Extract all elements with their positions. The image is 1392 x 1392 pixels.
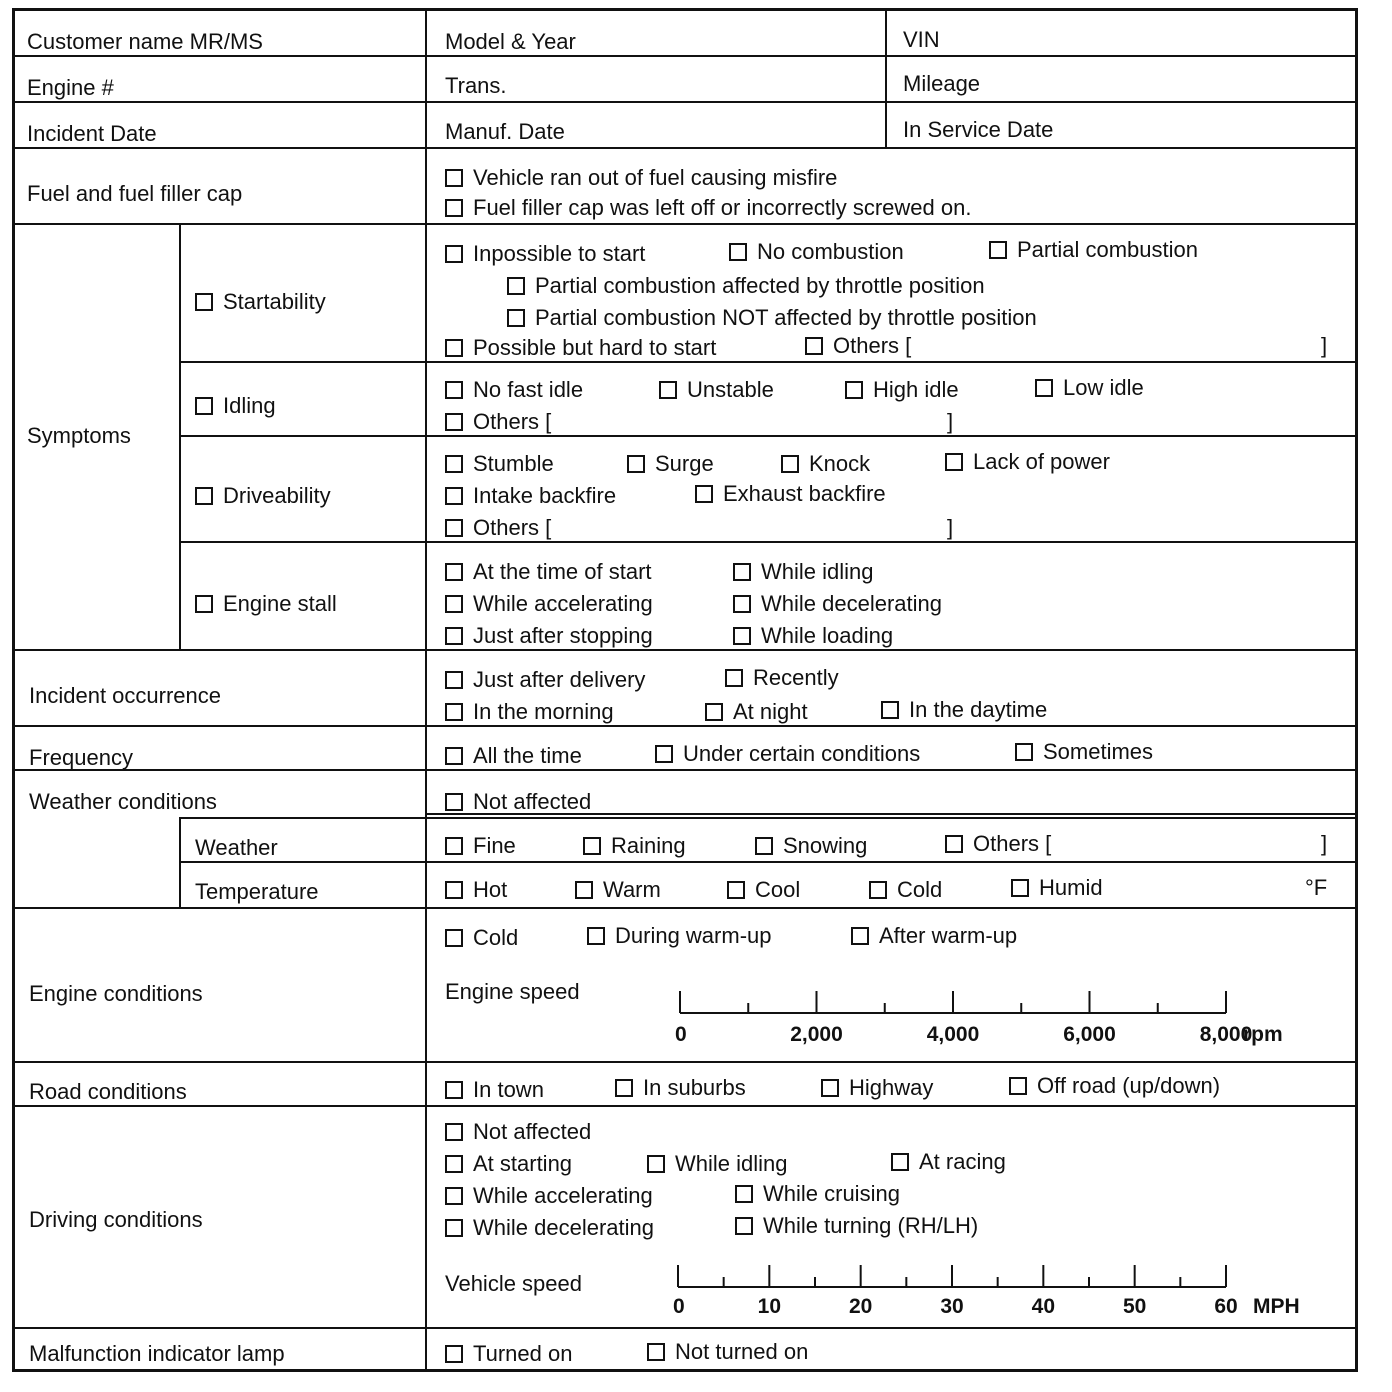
drive-stumble[interactable]: Stumble xyxy=(445,451,554,477)
weather-raining[interactable]: Raining xyxy=(583,833,686,859)
checkbox[interactable] xyxy=(821,1079,839,1097)
startability-checkbox[interactable]: Startability xyxy=(195,289,326,315)
checkbox[interactable] xyxy=(195,487,213,505)
scale-tick-label: 4,000 xyxy=(926,1023,980,1046)
row-divider xyxy=(15,223,1355,225)
checkbox[interactable] xyxy=(575,881,593,899)
row-divider xyxy=(15,55,1355,57)
occ-after-delivery[interactable]: Just after delivery xyxy=(445,667,645,693)
in-service-date-label: In Service Date xyxy=(903,117,1054,142)
start-others[interactable]: Others [ xyxy=(805,333,911,359)
vehicle-speed-scale[interactable] xyxy=(677,1263,1229,1293)
start-others-close-bracket: ] xyxy=(1321,333,1328,358)
sub-row-divider xyxy=(181,541,1355,543)
row-divider xyxy=(15,725,1355,727)
drv-while-turning[interactable]: While turning (RH/LH) xyxy=(735,1213,978,1239)
scale-tick-label: 6,000 xyxy=(1063,1023,1116,1046)
scale-tick-label: 30 xyxy=(940,1295,964,1318)
checkbox[interactable] xyxy=(655,745,673,763)
temp-hot[interactable]: Hot xyxy=(445,877,507,903)
checkbox[interactable] xyxy=(1035,379,1053,397)
checkbox[interactable] xyxy=(735,1217,753,1235)
mil-not-turned-on[interactable]: Not turned on xyxy=(647,1339,808,1365)
model-year-label: Model & Year xyxy=(445,29,576,54)
checkbox[interactable] xyxy=(805,337,823,355)
row-divider xyxy=(15,1327,1355,1329)
stall-while-idling[interactable]: While idling xyxy=(733,559,874,585)
checkbox[interactable] xyxy=(647,1155,665,1173)
checkbox[interactable] xyxy=(583,837,601,855)
checkbox[interactable] xyxy=(725,669,743,687)
checkbox[interactable] xyxy=(587,927,605,945)
row-divider xyxy=(15,907,1355,909)
customer-name-label: Customer name MR/MS xyxy=(27,29,263,54)
road-off-road[interactable]: Off road (up/down) xyxy=(1009,1073,1220,1099)
stall-while-decelerating[interactable]: While decelerating xyxy=(733,591,942,617)
checkbox[interactable] xyxy=(445,455,463,473)
checkbox[interactable] xyxy=(195,397,213,415)
weather-not-affected[interactable]: Not affected xyxy=(445,789,591,815)
checkbox[interactable] xyxy=(445,339,463,357)
checkbox[interactable] xyxy=(445,199,463,217)
checkbox[interactable] xyxy=(647,1343,665,1361)
row-divider xyxy=(15,769,1355,771)
checkbox[interactable] xyxy=(735,1185,753,1203)
fuel-label: Fuel and fuel filler cap xyxy=(27,181,243,206)
checkbox[interactable] xyxy=(733,627,751,645)
weather-others-close-bracket: ] xyxy=(1321,831,1328,856)
start-partial-throttle[interactable]: Partial combustion affected by throttle position xyxy=(507,273,985,299)
checkbox[interactable] xyxy=(945,835,963,853)
scale-tick-label: 40 xyxy=(1031,1295,1055,1318)
vehicle-speed-label: Vehicle speed xyxy=(445,1271,582,1296)
driving-conditions-label: Driving conditions xyxy=(29,1207,203,1232)
stall-while-accelerating[interactable]: While accelerating xyxy=(445,591,653,617)
column-divider xyxy=(885,11,887,147)
temp-cold[interactable]: Cold xyxy=(869,877,942,903)
checkbox[interactable] xyxy=(733,595,751,613)
checkbox[interactable] xyxy=(195,293,213,311)
temp-warm[interactable]: Warm xyxy=(575,877,661,903)
idle-others-close-bracket: ] xyxy=(947,409,954,434)
drive-intake-backfire[interactable]: Intake backfire xyxy=(445,483,616,509)
column-divider xyxy=(425,11,427,1369)
scale-tick-label: 10 xyxy=(757,1295,781,1318)
checkbox[interactable] xyxy=(695,485,713,503)
weather-snowing[interactable]: Snowing xyxy=(755,833,867,859)
checkbox[interactable] xyxy=(445,671,463,689)
stall-after-stopping[interactable]: Just after stopping xyxy=(445,623,653,649)
drv-at-racing[interactable]: At racing xyxy=(891,1149,1006,1175)
drv-while-accelerating[interactable]: While accelerating xyxy=(445,1183,653,1209)
checkbox[interactable] xyxy=(727,881,745,899)
fuel-option-ran-out[interactable]: Vehicle ran out of fuel causing misfire xyxy=(445,165,837,191)
checkbox[interactable] xyxy=(989,241,1007,259)
weather-label: Weather xyxy=(195,835,278,860)
checkbox[interactable] xyxy=(445,1081,463,1099)
start-hard[interactable]: Possible but hard to start xyxy=(445,335,716,361)
idle-unstable[interactable]: Unstable xyxy=(659,377,774,403)
checkbox[interactable] xyxy=(445,595,463,613)
checkbox[interactable] xyxy=(1009,1077,1027,1095)
start-partial-combustion[interactable]: Partial combustion xyxy=(989,237,1198,263)
temperature-label: Temperature xyxy=(195,879,319,904)
driveability-checkbox[interactable]: Driveability xyxy=(195,483,331,509)
row-divider xyxy=(15,101,1355,103)
trans-label: Trans. xyxy=(445,73,507,98)
engine-number-label: Engine # xyxy=(27,75,114,100)
sub-row-divider xyxy=(181,361,1355,363)
row-divider xyxy=(15,147,1355,149)
sub-row-divider xyxy=(181,861,1355,863)
drv-while-idling[interactable]: While idling xyxy=(647,1151,788,1177)
symptoms-label: Symptoms xyxy=(27,423,131,448)
engine-stall-checkbox[interactable]: Engine stall xyxy=(195,591,337,617)
checkbox[interactable] xyxy=(507,277,525,295)
freq-all-time[interactable]: All the time xyxy=(445,743,582,769)
manuf-date-label: Manuf. Date xyxy=(445,119,565,144)
drive-others[interactable]: Others [ xyxy=(445,515,551,541)
occ-recently[interactable]: Recently xyxy=(725,665,839,691)
checkbox[interactable] xyxy=(445,563,463,581)
checkbox[interactable] xyxy=(445,929,463,947)
checkbox[interactable] xyxy=(733,563,751,581)
row-divider xyxy=(15,1105,1355,1107)
engine-during-warmup[interactable]: During warm-up xyxy=(587,923,772,949)
checkbox[interactable] xyxy=(445,381,463,399)
idle-no-fast[interactable]: No fast idle xyxy=(445,377,583,403)
idle-low[interactable]: Low idle xyxy=(1035,375,1144,401)
idle-high[interactable]: High idle xyxy=(845,377,959,403)
scale-tick-label: 50 xyxy=(1122,1295,1147,1318)
incident-date-label: Incident Date xyxy=(27,121,157,146)
sub-row-divider xyxy=(181,435,1355,437)
checkbox[interactable] xyxy=(445,413,463,431)
drive-surge[interactable]: Surge xyxy=(627,451,714,477)
occ-morning[interactable]: In the morning xyxy=(445,699,614,725)
checkbox[interactable] xyxy=(881,701,899,719)
checkbox[interactable] xyxy=(445,1345,463,1363)
engine-speed-label: Engine speed xyxy=(445,979,580,1004)
sub-row-divider xyxy=(181,817,1355,819)
checkbox[interactable] xyxy=(729,243,747,261)
engine-cold[interactable]: Cold xyxy=(445,925,518,951)
mileage-label: Mileage xyxy=(903,71,981,96)
mil-turned-on[interactable]: Turned on xyxy=(445,1341,572,1367)
scale-tick-label: 2,000 xyxy=(790,1023,843,1046)
occ-daytime[interactable]: In the daytime xyxy=(881,697,1047,723)
start-partial-not-throttle[interactable]: Partial combustion NOT affected by throttle position xyxy=(507,305,1037,331)
vin-label: VIN xyxy=(903,27,940,52)
checkbox[interactable] xyxy=(615,1079,633,1097)
occ-night[interactable]: At night xyxy=(705,699,808,725)
scale-tick-label: 20 xyxy=(848,1295,873,1318)
scale-tick-label: 8,000 xyxy=(1199,1023,1253,1046)
incident-occurrence-label: Incident occurrence xyxy=(29,683,221,708)
drv-not-affected[interactable]: Not affected xyxy=(445,1119,591,1145)
start-no-combustion[interactable]: No combustion xyxy=(729,239,904,265)
checkbox[interactable] xyxy=(1015,743,1033,761)
checkbox[interactable] xyxy=(845,381,863,399)
checkbox[interactable] xyxy=(195,595,213,613)
stall-while-loading[interactable]: While loading xyxy=(733,623,893,649)
checkbox[interactable] xyxy=(781,455,799,473)
checkbox[interactable] xyxy=(1011,879,1029,897)
checkbox[interactable] xyxy=(869,881,887,899)
road-in-town[interactable]: In town xyxy=(445,1077,544,1103)
engine-speed-unit: rpm xyxy=(1243,1023,1283,1046)
checkbox[interactable] xyxy=(445,703,463,721)
checkbox[interactable] xyxy=(705,703,723,721)
checkbox[interactable] xyxy=(445,627,463,645)
engine-speed-scale[interactable] xyxy=(679,989,1229,1019)
checkbox[interactable] xyxy=(659,381,677,399)
column-divider xyxy=(179,223,181,649)
checkbox[interactable] xyxy=(445,519,463,537)
weather-others[interactable]: Others [ xyxy=(945,831,1051,857)
inspection-form xyxy=(12,8,1358,1372)
checkbox[interactable] xyxy=(445,169,463,187)
drive-lack-of-power[interactable]: Lack of power xyxy=(945,449,1110,475)
drive-exhaust-backfire[interactable]: Exhaust backfire xyxy=(695,481,886,507)
drv-at-starting[interactable]: At starting xyxy=(445,1151,572,1177)
frequency-label: Frequency xyxy=(29,745,133,770)
freq-certain-conditions[interactable]: Under certain conditions xyxy=(655,741,920,767)
checkbox[interactable] xyxy=(507,309,525,327)
engine-conditions-label: Engine conditions xyxy=(29,981,203,1006)
engine-after-warmup[interactable]: After warm-up xyxy=(851,923,1017,949)
scale-tick-label: 0 xyxy=(673,1295,685,1318)
weather-fine[interactable]: Fine xyxy=(445,833,516,859)
checkbox[interactable] xyxy=(445,245,463,263)
freq-sometimes[interactable]: Sometimes xyxy=(1015,739,1153,765)
idle-others[interactable]: Others [ xyxy=(445,409,551,435)
drive-knock[interactable]: Knock xyxy=(781,451,870,477)
checkbox[interactable] xyxy=(445,1155,463,1173)
temp-unit: °F xyxy=(1305,875,1328,900)
checkbox[interactable] xyxy=(445,793,463,811)
drive-others-close-bracket: ] xyxy=(947,515,954,540)
checkbox[interactable] xyxy=(445,837,463,855)
fuel-option-cap[interactable]: Fuel filler cap was left off or incorrectly screwed on. xyxy=(445,195,971,221)
checkbox[interactable] xyxy=(755,837,773,855)
checkbox[interactable] xyxy=(945,453,963,471)
road-in-suburbs[interactable]: In suburbs xyxy=(615,1075,746,1101)
checkbox[interactable] xyxy=(445,487,463,505)
checkbox[interactable] xyxy=(891,1153,909,1171)
road-highway[interactable]: Highway xyxy=(821,1075,933,1101)
checkbox[interactable] xyxy=(445,1219,463,1237)
scale-tick-label: 60 xyxy=(1214,1295,1238,1318)
temp-humid[interactable]: Humid xyxy=(1011,875,1103,901)
checkbox[interactable] xyxy=(445,1187,463,1205)
checkbox[interactable] xyxy=(445,1123,463,1141)
row-divider xyxy=(15,1061,1355,1063)
drv-while-cruising[interactable]: While cruising xyxy=(735,1181,900,1207)
weather-conditions-label: Weather conditions xyxy=(29,789,217,814)
checkbox[interactable] xyxy=(445,747,463,765)
column-divider xyxy=(179,817,181,907)
mil-label: Malfunction indicator lamp xyxy=(29,1341,285,1366)
row-divider xyxy=(15,649,1355,651)
drv-while-decelerating[interactable]: While decelerating xyxy=(445,1215,654,1241)
checkbox[interactable] xyxy=(627,455,645,473)
stall-at-start[interactable]: At the time of start xyxy=(445,559,652,585)
checkbox[interactable] xyxy=(851,927,869,945)
checkbox[interactable] xyxy=(445,881,463,899)
start-impossible[interactable]: Inpossible to start xyxy=(445,241,645,267)
idling-checkbox[interactable]: Idling xyxy=(195,393,276,419)
scale-tick-label: 0 xyxy=(675,1023,687,1046)
vehicle-speed-unit: MPH xyxy=(1253,1295,1300,1318)
temp-cool[interactable]: Cool xyxy=(727,877,800,903)
road-conditions-label: Road conditions xyxy=(29,1079,187,1104)
